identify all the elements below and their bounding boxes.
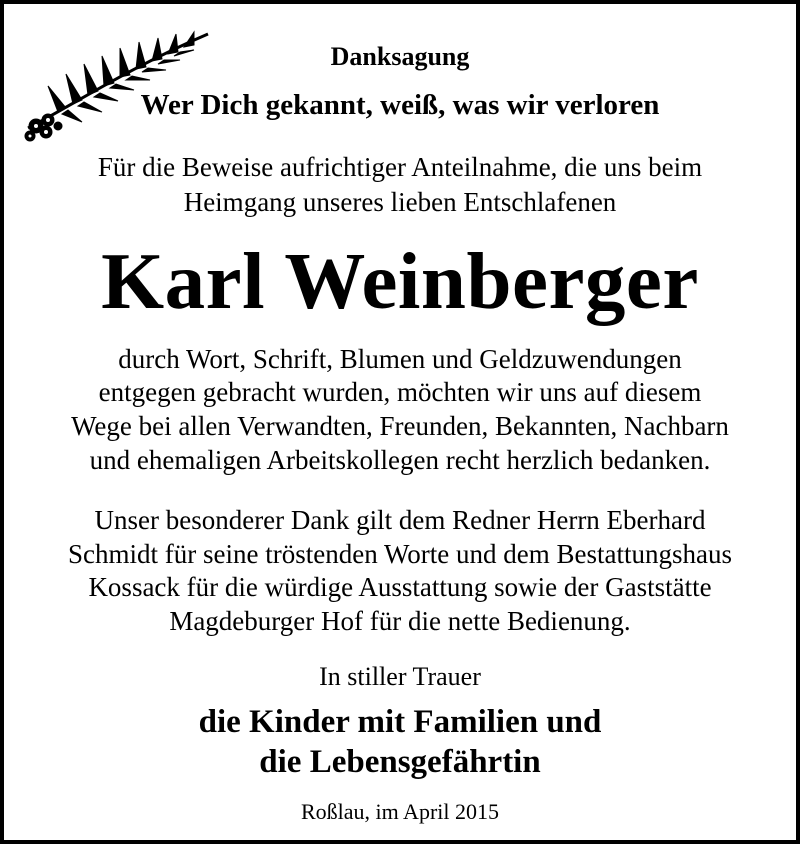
paragraph-line: entgegen gebracht wurden, möchten wir uns auf diesem <box>98 377 702 407</box>
paragraph-line: Magdeburger Hof für die nette Bedienung. <box>169 606 631 636</box>
paragraph-line: Wege bei allen Verwandten, Freunden, Bekannten, Nachbarn <box>71 411 729 441</box>
deceased-name: Karl Weinberger <box>101 236 699 326</box>
signature-line: die Kinder mit Familien und <box>198 704 602 740</box>
paragraph-line: Unser besonderer Dank gilt dem Redner Herrn Eberhard <box>94 505 706 535</box>
signature-line: die Lebensgefährtin <box>259 744 541 780</box>
mourning-phrase: In stiller Trauer <box>319 662 481 691</box>
motto: Wer Dich gekannt, weiß, was wir verloren <box>140 89 660 121</box>
paragraph-line: durch Wort, Schrift, Blumen und Geldzuwendungen <box>118 344 682 374</box>
paragraph-line: Schmidt für seine tröstenden Worte und dem Bestattungshaus <box>68 539 732 569</box>
intro-line: Heimgang unseres lieben Entschlafenen <box>183 187 617 217</box>
place-date: Roßlau, im April 2015 <box>301 799 499 824</box>
notice-heading: Danksagung <box>330 42 470 71</box>
intro-line: Für die Beweise aufrichtiger Anteilnahme, die uns beim <box>97 152 703 182</box>
paragraph-line: und ehemaligen Arbeitskollegen recht herzlich bedanken. <box>89 445 711 475</box>
paragraph-line: Kossack für die würdige Ausstattung sowie der Gaststätte <box>88 572 712 602</box>
